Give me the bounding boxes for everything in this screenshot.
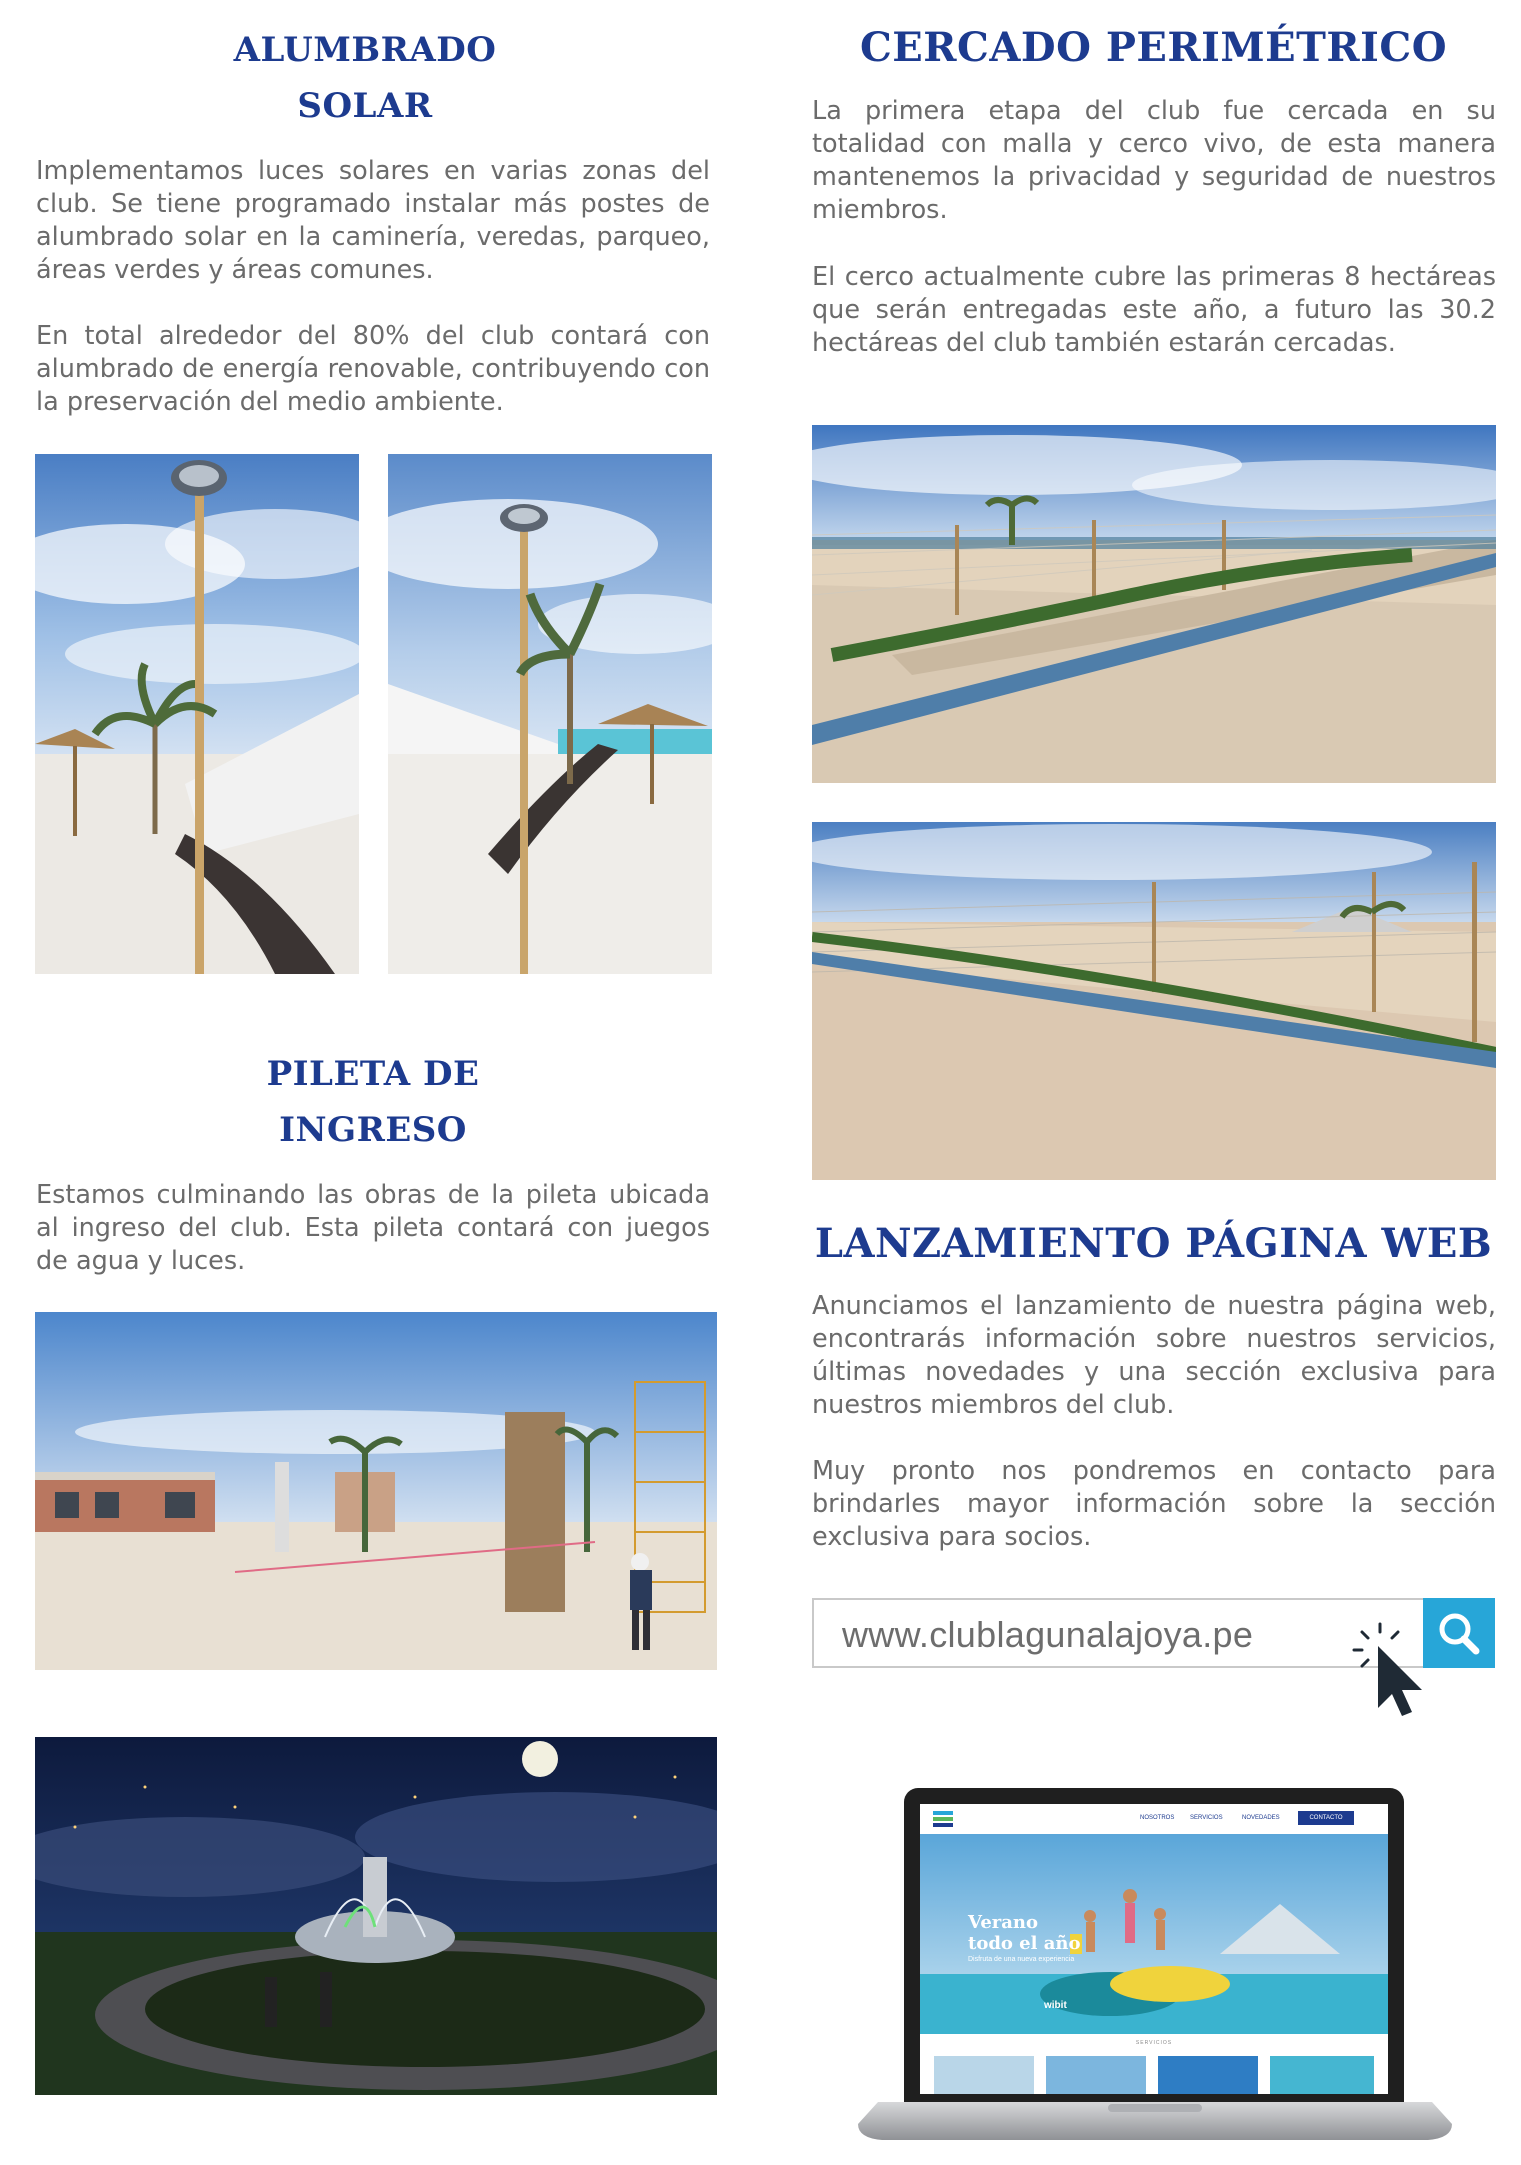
pointer-cursor-icon xyxy=(1350,1622,1430,1718)
hero-subtitle: Disfruta de una nueva experiencia xyxy=(968,1956,1075,1963)
web-title: LANZAMIENTO PÁGINA WEB xyxy=(814,1220,1493,1267)
laptop-base xyxy=(858,2102,1452,2142)
pool-paragraph-1: Estamos culminando las obras de la pileta ubicada al ingreso del club. Esta pileta contará con juegos de agua y luces. xyxy=(36,1180,710,1276)
nav-link-nosotros[interactable]: NOSOTROS xyxy=(1140,1815,1175,1821)
website-hero xyxy=(920,1834,1388,2034)
solar-light-photo-1 xyxy=(35,454,359,974)
website-url[interactable]: www.clublagunalajoya.pe xyxy=(842,1614,1254,1655)
solar-paragraph-1: Implementamos luces solares en varias zonas del club. Se tiene programado instalar más postes de alumbrado solar en la caminería, veredas, parqueo, áreas verdes y áreas comunes. xyxy=(36,156,710,285)
nav-link-servicios[interactable]: SERVICIOS xyxy=(1190,1815,1223,1821)
pool-night-render xyxy=(35,1737,717,2095)
fence-photo-2 xyxy=(812,822,1496,1180)
pool-construction-photo xyxy=(35,1312,717,1670)
pool-title-line2: INGRESO xyxy=(279,1110,467,1150)
fence-photo-1 xyxy=(812,425,1496,783)
fence-paragraph-1: La primera etapa del club fue cercada en su totalidad con malla y cerco vivo, de esta manera mantenemos la privacidad y seguridad de nuestros miembros. xyxy=(812,96,1496,225)
hero-brand: wibit xyxy=(1044,2000,1067,2011)
laptop-mockup xyxy=(858,1778,1452,2156)
web-paragraph-2: Muy pronto nos pondremos en contacto para brindarles mayor información sobre la sección exclusiva para socios. xyxy=(812,1456,1496,1552)
services-label: SERVICIOS xyxy=(1135,2040,1173,2046)
search-button[interactable] xyxy=(1423,1598,1495,1668)
website-nav xyxy=(920,1804,1388,1834)
club-logo-icon xyxy=(930,1808,956,1832)
fence-paragraph-2: El cerco actualmente cubre las primeras 8 hectáreas que serán entregadas este año, a futuro las 30.2 hectáreas del club también estarán cercadas. xyxy=(812,262,1496,358)
hero-title-line2: todo el año xyxy=(968,1933,1081,1954)
pool-title-line1: PILETA DE xyxy=(266,1054,480,1094)
nav-contact-button[interactable]: CONTACTO xyxy=(1298,1811,1354,1825)
hero-title-line1: Verano xyxy=(968,1912,1039,1933)
hero-title xyxy=(968,1912,1081,1954)
solar-title-line1: ALUMBRADO xyxy=(233,30,497,70)
solar-title xyxy=(36,22,694,134)
website-preview xyxy=(920,1804,1388,2094)
nav-link-novedades[interactable]: NOVEDADES xyxy=(1242,1815,1280,1821)
laptop-screen xyxy=(904,1788,1404,2102)
solar-title-line2: SOLAR xyxy=(297,86,433,126)
services-thumbnails xyxy=(934,2056,1374,2094)
search-icon xyxy=(1423,1598,1495,1668)
fence-title: CERCADO PERIMÉTRICO xyxy=(859,24,1448,71)
solar-light-photo-2 xyxy=(388,454,712,974)
pool-title xyxy=(36,1046,710,1158)
web-paragraph-1: Anunciamos el lanzamiento de nuestra página web, encontrarás información sobre nuestros servicios, últimas novedades y una sección exclusiva para nuestros miembros del club. xyxy=(812,1291,1496,1420)
solar-paragraph-2: En total alrededor del 80% del club contará con alumbrado de energía renovable, contribuyendo con la preservación del medio ambiente. xyxy=(36,321,710,417)
